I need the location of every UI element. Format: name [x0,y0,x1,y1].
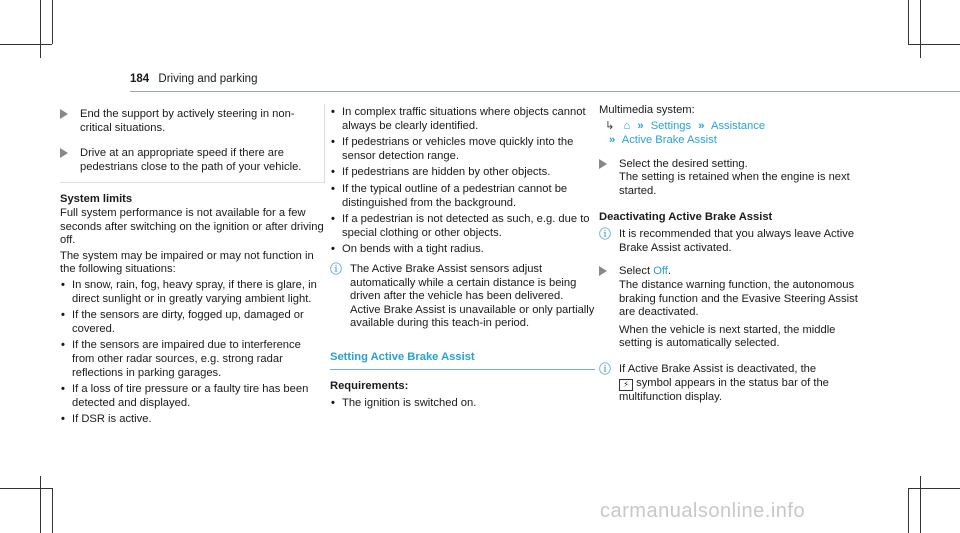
multimedia-label: Multimedia system: [599,104,695,116]
path-start-icon: ↳ [605,119,615,132]
system-limits-intro: Full system performance is not available for a few seconds after switching on the ignition or after driving off. [60,206,324,247]
step-arrow-icon [599,159,607,169]
crop-mark [920,0,921,58]
page-number: 184 [130,73,150,85]
info-icon: ⓘ [599,361,612,376]
list-item-text: On bends with a tight radius. [342,243,484,256]
column-middle [330,104,595,415]
page-header [130,73,257,87]
select-prefix: Select [619,265,651,278]
step-detail: The setting is retained when the engine is next started. [619,171,850,197]
bullet-icon: • [61,413,65,426]
path-active-brake-assist: Active Brake Assist [621,134,717,147]
bullet-icon: • [61,383,65,396]
bullet-icon: • [331,166,335,179]
crop-mark [40,476,41,533]
path-settings: Settings [650,119,692,132]
deactivating-heading: Deactivating Active Brake Assist [599,210,773,223]
crop-mark [40,0,41,58]
list-item-text: If a pedestrian is not detected as such, e.g. due to special clothing or other objects. [342,213,590,239]
chevron-right-icon: » [698,119,705,132]
step-arrow-icon [599,266,607,276]
note-text: It is recommended that you always leave Active Brake Assist activated. [619,228,855,254]
chevron-right-icon: » [609,134,616,147]
crop-mark [0,44,52,45]
crop-mark [52,488,53,533]
crop-mark [908,488,960,489]
list-item [330,106,595,133]
menu-path [599,120,864,148]
abs-off-symbol-icon: ⚡ [619,379,633,391]
bullet-icon: • [61,339,65,352]
list-item [330,213,595,240]
list-item [330,136,595,163]
info-note [599,228,864,255]
off-option: Off [653,265,668,278]
watermark: carmanualsonline.info [600,500,806,522]
list-item-text: If DSR is active. [72,413,152,426]
system-limits-heading: System limits [60,193,133,206]
crop-mark [0,488,52,489]
list-item-text: If the typical outline of a pedestrian cannot be distinguished from the background. [342,182,568,209]
list-item [60,339,325,380]
chevron-right-icon: » [637,119,644,132]
step-text: Drive at an appropriate speed if there are pedestrians close to the path of your vehicle. [80,147,302,173]
step-item: Select Off. The distance warning function, the autonomous braking function and the Evasive Steering Assist are deactivated. When the vehicle is next started, the middle setting is automatically selected. [599,265,864,351]
list-item-text: If a loss of tire pressure or a faulty tire has been detected and displayed. [72,383,309,409]
step-text: Select the desired setting. [619,157,748,170]
bullet-icon: • [331,182,335,195]
list-item-text: In snow, rain, fog, heavy spray, if there is glare, in direct sunlight or in greatly varying ambient light. [72,278,317,305]
note-text: If Active Brake Assist is deactivated, the [619,362,817,375]
list-item-text: In complex traffic situations where objects cannot always be clearly identified. [342,106,586,132]
crop-mark [52,0,53,44]
step-detail: When the vehicle is next started, the middle setting is automatically selected. [619,323,836,350]
step-item [60,108,324,135]
path-assistance: Assistance [710,119,766,132]
crop-mark [908,44,960,45]
bullet-icon: • [331,213,335,226]
step-text: End the support by actively steering in non-critical situations. [80,108,295,134]
list-item [60,413,325,427]
list-item [330,183,595,210]
crop-mark [908,488,909,533]
steps-box [60,104,325,183]
bullet-icon: • [61,278,65,291]
step-arrow-icon [60,109,68,119]
home-icon: ⌂ [623,119,631,132]
step-detail: The distance warning function, the autonomous braking function and the Evasive Steering Assist are deactivated. [619,278,858,319]
list-item [330,397,595,411]
list-item [330,166,595,180]
impaired-intro: The system may be impaired or may not function in the following situations: [60,249,314,276]
step-item [599,158,864,199]
crop-mark [920,476,921,533]
list-item-text: If the sensors are impaired due to interference from other radar sources, e.g. strong radar reflections in parking garages. [72,339,301,379]
requirements-list [330,397,595,411]
info-note [330,263,595,331]
list-item [60,383,325,410]
step-item [60,147,324,174]
limits-list-continued [330,106,595,257]
column-right [599,104,864,404]
list-item [60,279,325,306]
chapter-title: Driving and parking [158,73,258,85]
list-item [60,309,325,336]
step-arrow-icon [60,148,68,158]
list-item-text: If pedestrians are hidden by other objects. [342,166,551,179]
note-text: The Active Brake Assist sensors adjust automatically while a certain distance is being driven after the vehicle has been delivered. Active Brake Assist is unavailable or only partially available during this teach-in period. [350,262,595,330]
column-left [60,104,325,431]
info-icon: ⓘ [330,261,343,276]
section-heading: Setting Active Brake Assist [330,351,595,370]
list-item-text: The ignition is switched on. [342,397,477,410]
bullet-icon: • [331,397,335,410]
crop-mark [908,0,909,44]
info-icon: ⓘ [599,227,612,242]
info-note [599,363,864,404]
bullet-icon: • [331,136,335,149]
bullet-icon: • [61,309,65,322]
list-item [330,243,595,257]
header-divider [130,91,960,92]
list-item-text: If pedestrians or vehicles move quickly into the sensor detection range. [342,136,574,162]
bullet-icon: • [331,106,335,118]
bullet-icon: • [331,243,335,256]
list-item-text: If the sensors are dirty, fogged up, damaged or covered. [72,309,304,335]
limits-list [60,279,325,427]
requirements-heading: Requirements: [330,379,409,392]
note-text: symbol appears in the status bar of the multifunction display. [619,376,829,403]
